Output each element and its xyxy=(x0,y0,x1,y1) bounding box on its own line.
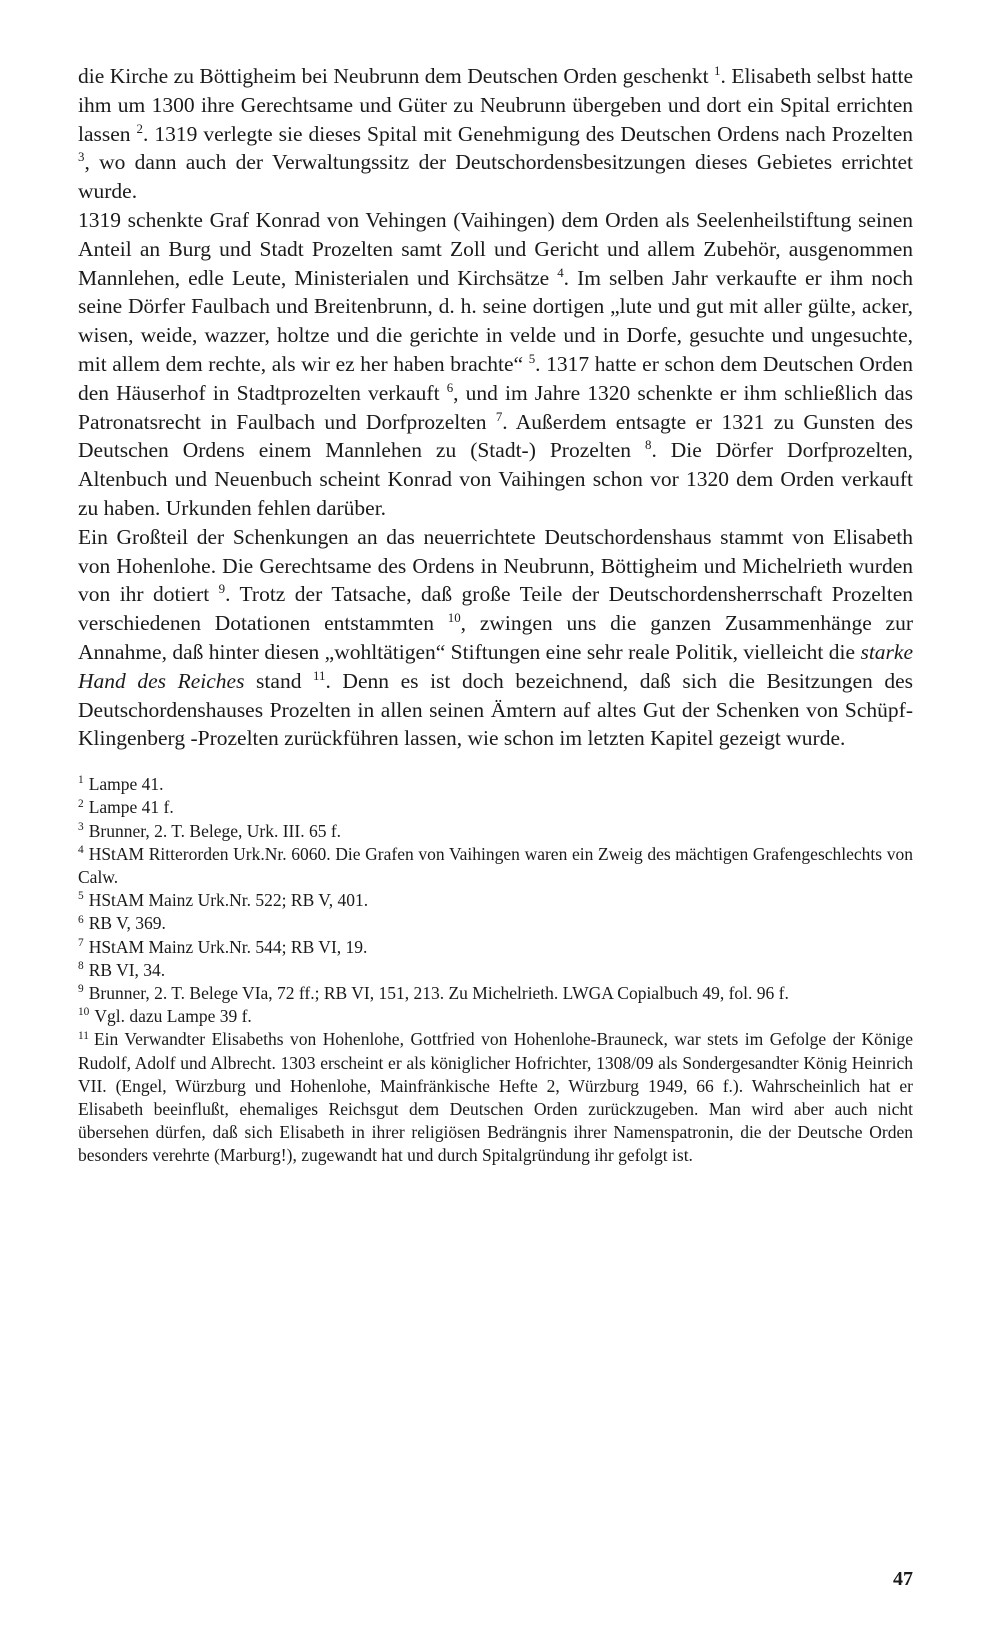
footnote-number: 3 xyxy=(78,820,84,833)
paragraph-1 xyxy=(78,62,913,206)
footnote xyxy=(78,912,913,935)
footnote-number: 9 xyxy=(78,983,84,996)
footnote-number: 2 xyxy=(78,797,84,810)
text-span: . Im selben Jahr verkaufte er ihm noch seine Dörfer Faulbach und Breitenbrunn, d. h. seine dortigen „lute und gut mit aller gülte, acker, wisen, weide, wazzer, holtze und die gerichte in velde und in Dorfe, gesuchte und ungesuchte, mit allem dem rechte, als wir ez her haben brachte“ xyxy=(78,265,913,376)
text-span: Ein Großteil der Schenkungen an das neuerrichtete Deutschordenshaus stammt von Elisabeth von Hohenlohe. Die Gerechtsame des Ordens in Neubrunn, Böttigheim und Michelrieth wurden von ihr dotiert xyxy=(78,524,913,607)
text-span: . Außerdem entsagte er 1321 zu Gunsten des Deutschen Ordens einem Mannlehen zu (Stadt-) Prozelten xyxy=(78,409,913,463)
footnote-ref: 2 xyxy=(136,121,143,136)
footnote-ref: 4 xyxy=(557,265,564,280)
footnote xyxy=(78,1005,913,1028)
footnote-number: 8 xyxy=(78,959,84,972)
footnote-text: Brunner, 2. T. Belege, Urk. III. 65 f. xyxy=(88,820,342,841)
footnote-ref: 11 xyxy=(313,668,326,683)
footnote-text: Brunner, 2. T. Belege VIa, 72 ff.; RB VI, 151, 213. Zu Michelrieth. LWGA Copialbuch 49, fol. 96 f. xyxy=(88,982,789,1003)
footnote xyxy=(78,773,913,796)
footnote-ref: 6 xyxy=(446,380,454,395)
footnote-text: Vgl. dazu Lampe 39 f. xyxy=(94,1006,252,1027)
footnote-text: Lampe 41. xyxy=(88,774,164,795)
footnote-ref: 7 xyxy=(495,409,503,424)
footnote xyxy=(78,820,913,843)
footnote-text: Ein Verwandter Elisabeths von Hohenlohe, Gottfried von Hohenlohe-Brauneck, war stets im Gefolge der Könige Rudolf, Adolf und Albrecht. 1303 erscheint er als königlicher Hofrichter, 1308/09 als Sondergesandter König Heinrich VII. (Engel, Würzburg und Hohenlohe, Mainfränkische Hefte 2, Würzburg 1949, 66 f.). Wahrscheinlich hat er Elisabeth beeinflußt, ehemaliges Reichsgut dem Deutschen Orden zurückzugeben. Man wird aber auch nicht übersehen dürfen, daß sich Elisabeth in ihrer religiösen Bedrängnis ihrer Namenspatronin, die der Deutsche Orden besonders verehrte (Marburg!), zugewandt hat und durch Spitalgründung ihr gefolgt ist. xyxy=(78,1029,913,1166)
footnote-ref: 9 xyxy=(218,582,226,597)
footnote-ref: 10 xyxy=(447,610,461,625)
footnote-number: 10 xyxy=(78,1006,90,1019)
footnote-text: HStAM Mainz Urk.Nr. 544; RB VI, 19. xyxy=(88,936,368,957)
footnote-text: HStAM Mainz Urk.Nr. 522; RB V, 401. xyxy=(88,890,369,911)
text-span: 1319 schenkte Graf Konrad von Vehingen (Vaihingen) dem Orden als Seelenheilstiftung seinen Anteil an Burg und Stadt Prozelten samt Zoll und Gericht und allem Zubehör, ausgenommen Mannlehen, edle Leute, Ministerialen und Kirchsätze xyxy=(78,207,913,290)
footnote xyxy=(78,936,913,959)
footnote-ref: 1 xyxy=(714,63,721,78)
footnote xyxy=(78,1028,913,1167)
text-span: . 1317 hatte er schon dem Deutschen Orden den Häuserhof in Stadtprozelten verkauft xyxy=(78,351,913,405)
footnote-number: 6 xyxy=(78,913,84,926)
text-span: , wo dann auch der Verwaltungssitz der Deutschordensbesitzungen dieses Gebietes errichtet wurde. xyxy=(78,150,913,204)
footnotes xyxy=(78,773,913,1167)
text-span: , zwingen uns die ganzen Zusammenhänge zur Annahme, daß hinter diesen „wohltätigen“ Stiftungen eine sehr reale Politik, vielleicht die xyxy=(78,611,914,664)
footnote-number: 1 xyxy=(78,774,84,787)
text-span: . 1319 verlegte sie dieses Spital mit Genehmigung des Deutschen Ordens nach Prozelten xyxy=(143,121,913,146)
text-span: die Kirche zu Böttigheim bei Neubrunn dem Deutschen Orden geschenkt xyxy=(78,64,715,88)
footnote-ref: 8 xyxy=(644,438,652,453)
footnote-number: 4 xyxy=(78,843,84,856)
footnote-number: 7 xyxy=(78,936,84,949)
footnote-number: 11 xyxy=(78,1029,89,1042)
footnote-text: RB VI, 34. xyxy=(88,959,166,980)
text-span: . Elisabeth selbst hatte ihm um 1300 ihre Gerechtsame und Güter zu Neubrunn übergeben und dort ein Spital errichten lassen xyxy=(78,64,913,146)
book-page xyxy=(78,62,913,1168)
footnote-ref: 5 xyxy=(528,351,536,366)
footnote xyxy=(78,982,913,1005)
footnote-number: 5 xyxy=(78,890,84,903)
footnote-text: Lampe 41 f. xyxy=(88,797,174,818)
paragraph-2 xyxy=(78,206,913,523)
footnote xyxy=(78,959,913,982)
footnote-text: RB V, 369. xyxy=(88,913,166,934)
text-span: , und im Jahre 1320 schenkte er ihm schließlich das Patronatsrecht in Faulbach und Dorfprozelten xyxy=(78,380,913,434)
footnote-text: HStAM Ritterorden Urk.Nr. 6060. Die Grafen von Vaihingen waren ein Zweig des mächtigen Grafengeschlechts von Calw. xyxy=(78,843,913,887)
text-span: stand xyxy=(244,668,314,693)
paragraph-3 xyxy=(78,523,913,753)
page-number: 47 xyxy=(893,1568,913,1590)
emphasis-text: starke Hand des Reiches xyxy=(78,639,913,693)
text-span: . Trotz der Tatsache, daß große Teile der Deutschordensherrschaft Prozelten verschiedenen Dotationen entstammten xyxy=(78,582,913,636)
text-span: . Denn es ist doch bezeichnend, daß sich die Besitzungen des Deutschordenshauses Prozelten in allen seinen Ämtern auf altes Gut der Schenken von Schüpf-Klingenberg -Prozelten zurückführen lassen, wie schon im letzten Kapitel gezeigt wurde. xyxy=(78,668,913,751)
footnote xyxy=(78,889,913,912)
footnote xyxy=(78,796,913,819)
text-span: . Die Dörfer Dorfprozelten, Altenbuch und Neuenbuch scheint Konrad von Vaihingen schon vor 1320 dem Orden verkauft zu haben. Urkunden fehlen darüber. xyxy=(78,438,913,520)
footnote xyxy=(78,843,913,889)
footnote-ref: 3 xyxy=(78,150,85,165)
main-text xyxy=(78,62,913,753)
